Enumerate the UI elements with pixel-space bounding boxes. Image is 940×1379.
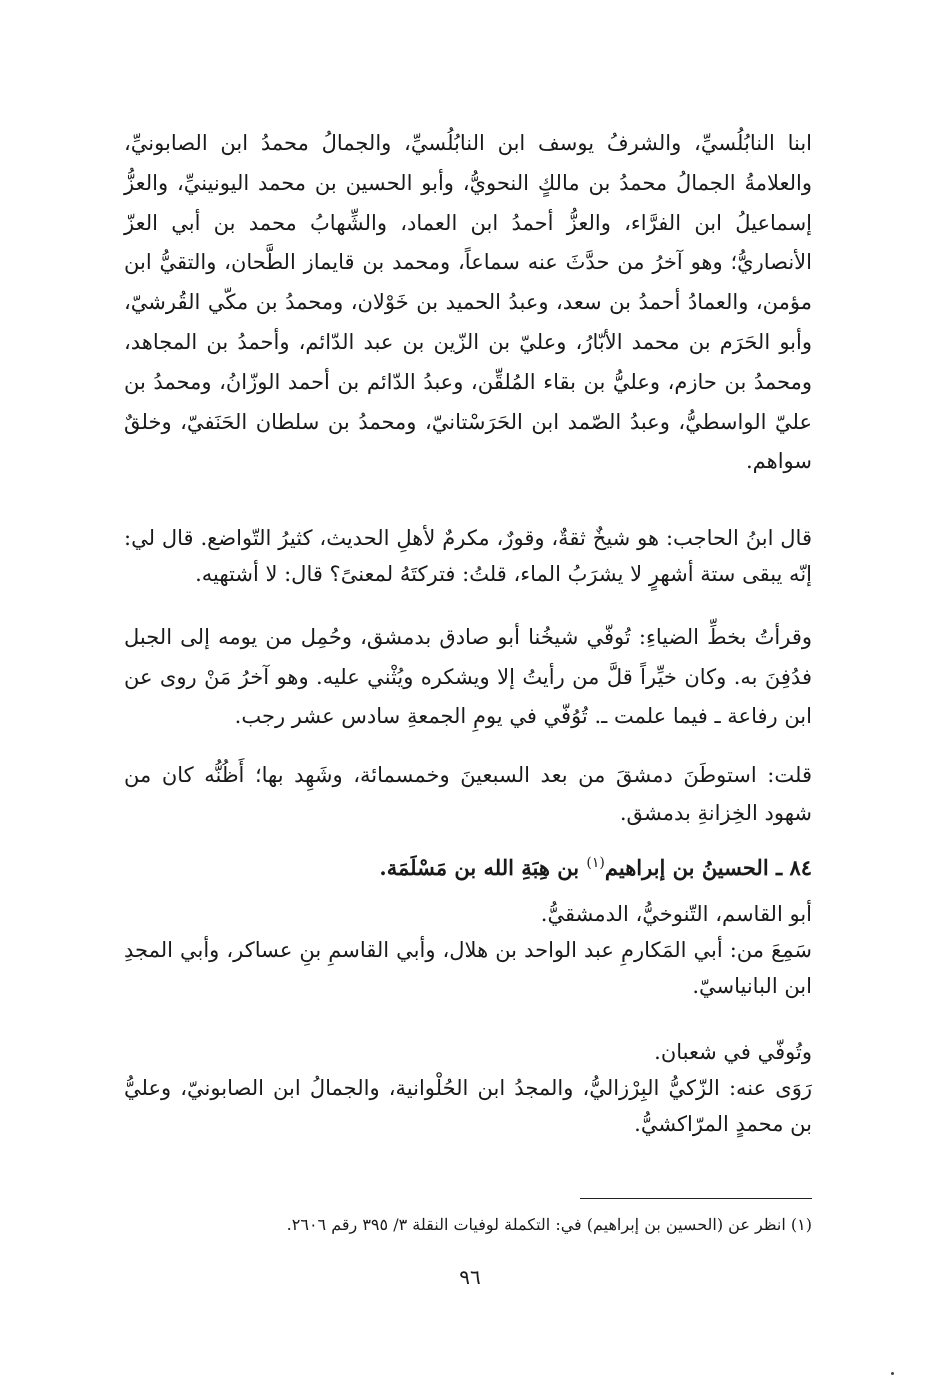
- narrators-text: ابنا النابُلُسيِّ، والشرفُ يوسف ابن النابُلُسيِّ، والجمالُ محمدُ ابن الصابونيِّ، والعلامةُ الجمالُ محمدُ بن مالكٍ النحويُّ، وأبو الحسين بن محمد اليونينيِّ، والعزُّ إسماعيلُ ابن الفرَّاء، والعزُّ أحمدُ ابن العماد، والشِّهابُ محمد بن أبي العزّ الأنصاريُّ؛ وهو آخرُ من حدَّثَ عنه سماعاً، ومحمد بن قايماز الطَّحان، والتقيُّ ابن مؤمن، والعمادُ أحمدُ بن سعد، وعبدُ الحميد بن خَوْلان، ومحمدُ بن مكّي القُرشيّ، وأبو الحَرَم بن محمد الأبّارُ، وعليّ بن الزّين بن عبد الدّائم، وأحمدُ بن المجاهد، ومحمدُ بن حازم، وعليُّ بن بقاء المُلقِّن، وعبدُ الدّائم بن أحمد الوزّانُ، ومحمدُ بن عليّ الواسطيُّ، وعبدُ الصّمد ابن الحَرَسْتانيّ، ومحمدُ بن سلطان الحَنَفيّ، وخلقٌ سواهم.: [124, 131, 813, 474]
- footnote-separator: [580, 1198, 812, 1199]
- entry-body-lower: [124, 1034, 812, 1142]
- qult-text: قلت: استوطَنَ دمشقَ من بعد السبعينَ وخمسمائة، وشَهِد بها؛ أَظُنُّه كان من شهود الخِزانةِ بدمشق.: [124, 763, 812, 825]
- entry-title-suffix: بن هِبَةِ الله بن مَسْلَمَة.: [379, 855, 580, 880]
- entry-teachers: سَمِعَ من: أبي المَكارمِ عبد الواحد بن هلال، وأبي القاسمِ بنِ عساكر، وأبي المجدِ ابن البانياسيّ.: [124, 938, 812, 998]
- entry-heading: [124, 848, 812, 888]
- narrators-paragraph: [124, 124, 812, 482]
- entry-students: رَوَى عنه: الزّكيُّ البِرْزاليُّ، والمجدُ ابن الحُلْوانية، والجمالُ ابن الصابونيّ، وعليُّ بن محمدٍ المرّاكشيُّ.: [124, 1076, 812, 1136]
- quote-text: قال ابنُ الحاجب: هو شيخٌ ثقةٌ، وقورٌ، مكرمٌ لأهلِ الحديث، كثيرُ التّواضع. قال لي: إنّه يبقى ستة أشهرٍ لا يشرَبُ الماء، قلتُ: فتركتَهُ لمعنىً؟ قال: لا أشتهيه.: [124, 526, 812, 586]
- entry-body-upper: [124, 896, 812, 1004]
- ibn-al-hajib-quote: [124, 520, 812, 592]
- footnote: [124, 1212, 812, 1238]
- page-number: ٩٦: [459, 1265, 481, 1289]
- author-remark-paragraph: [124, 756, 812, 832]
- scan-speck: [891, 1372, 894, 1375]
- khat-text: وقرأتُ بخطِّ الضياءِ: تُوفّي شيخُنا أبو صادق بدمشق، وحُمِل من يومه إلى الجبل فدُفِنَ به. وكان خيِّراً قلَّ من رأيتُ إلا ويشكره ويُثْني عليه. وهو آخرُ مَنْ روى عن ابن رفاعة ـ فيما علمت ـ. تُوُفّي في يومِ الجمعةِ سادس عشر رجب.: [124, 625, 812, 728]
- footnote-text: (١) انظر عن (الحسين بن إبراهيم) في: التكملة لوفيات النقلة ٣/ ٣٩٥ رقم ٢٦٠٦.: [286, 1215, 812, 1234]
- entry-death: وتُوفّي في شعبان.: [654, 1040, 812, 1064]
- footnote-reference: (١): [586, 855, 605, 871]
- entry-kunya: أبو القاسم، التّنوخيُّ، الدمشقيُّ.: [540, 902, 812, 926]
- diya-handwriting-paragraph: [124, 618, 812, 737]
- entry-title-prefix: ٨٤ ـ الحسينُ بن إبراهيم: [604, 855, 812, 880]
